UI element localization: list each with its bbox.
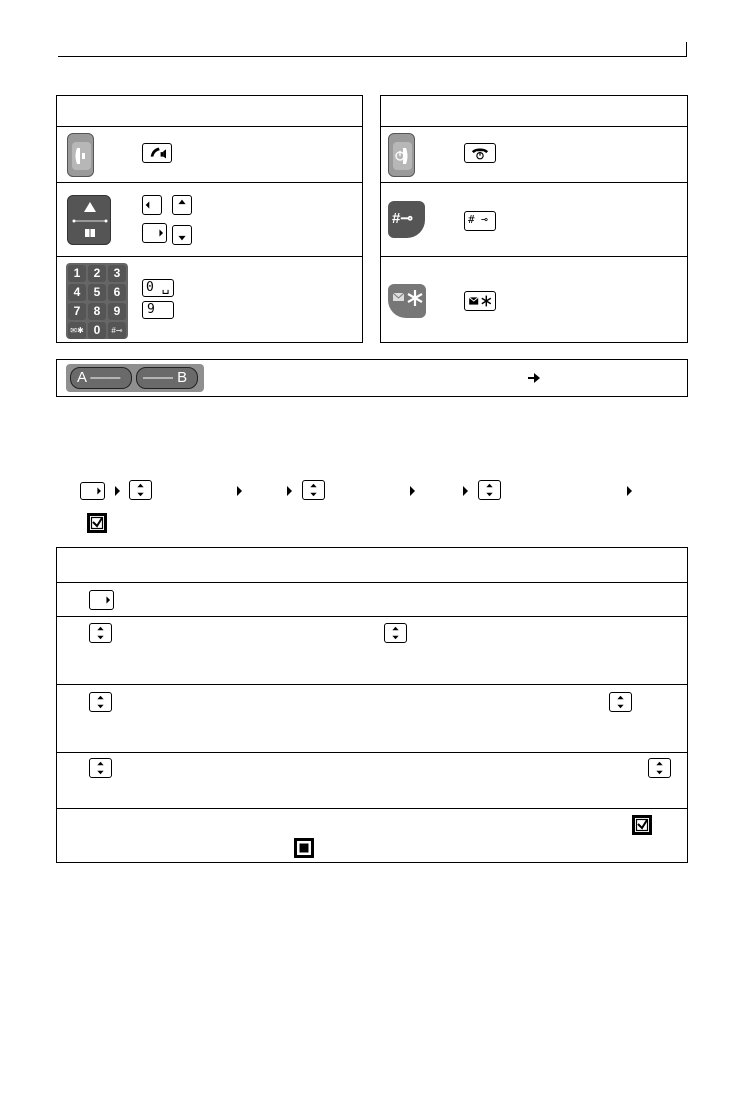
end-key-icon (464, 143, 496, 163)
nav-key-icon-step3b (609, 692, 632, 712)
procedure-table (56, 547, 688, 863)
path-arrow-5 (463, 486, 468, 496)
keypad-6: 6 (108, 284, 126, 301)
control-key-photo (67, 195, 111, 245)
keypad-5: 5 (88, 284, 106, 301)
path-arrow-3 (287, 486, 292, 496)
nine-key-label: 9 (147, 302, 155, 317)
nav-key-icon-step4b (648, 758, 671, 778)
hash-key-photo (388, 201, 425, 238)
keys-table-left (56, 95, 363, 343)
zero-key-label: 0 ␣ (146, 280, 170, 295)
path-arrow-1 (115, 486, 120, 496)
row-message-key (381, 256, 687, 344)
menu-key-icon-step (89, 590, 114, 610)
path-arrow-6 (627, 486, 632, 496)
message-key-icon (464, 291, 496, 311)
header-rule (58, 56, 687, 57)
keypad-1: 1 (68, 265, 86, 282)
keypad-9: 9 (108, 303, 126, 320)
menu-right-key-icon (142, 223, 167, 243)
softkey-table (56, 359, 688, 397)
nav-down-key-icon (172, 225, 192, 245)
keypad-hash: #⊸ (108, 322, 126, 339)
arrow-icon (527, 372, 541, 384)
row-end-key (381, 126, 687, 182)
checkbox-checked-icon-step5 (632, 815, 652, 835)
checkbox-checked-icon (87, 513, 107, 533)
nav-key-icon-step4a (89, 758, 112, 778)
talk-key-photo (67, 133, 94, 177)
softkey-b (136, 367, 198, 389)
nav-key-icon-step2b (384, 623, 407, 643)
path-arrow-4 (410, 486, 415, 496)
checkbox-unchecked-icon (294, 838, 314, 858)
keypad-icon (66, 263, 128, 339)
softkey-bar-icon (66, 364, 204, 392)
procedure-header (57, 548, 687, 582)
row-control-key (57, 182, 362, 256)
nav-key-icon-1 (129, 480, 152, 500)
softkey-b-label: —— B (143, 369, 188, 386)
zero-key-icon (142, 279, 174, 297)
row-keypad (57, 256, 362, 344)
nav-key-icon-3 (478, 480, 501, 500)
keypad-7: 7 (68, 303, 86, 320)
keypad-star: ✉✱ (68, 322, 86, 339)
end-key-photo (388, 133, 415, 177)
procedure-step-2 (57, 616, 687, 684)
nav-key-icon-step3a (89, 692, 112, 712)
procedure-step-3 (57, 684, 687, 752)
keypad-8: 8 (88, 303, 106, 320)
message-key-photo (388, 284, 426, 318)
keys-table-left-header (57, 96, 362, 126)
procedure-step-5 (57, 808, 687, 864)
nav-up-key-icon (172, 195, 192, 215)
keypad-4: 4 (68, 284, 86, 301)
nav-key-icon-2 (302, 480, 325, 500)
keypad-2: 2 (88, 265, 106, 282)
keys-table-right-header (381, 96, 687, 126)
hash-key-label: # ⊸ (468, 213, 488, 226)
hash-key-icon (464, 211, 496, 231)
talk-key-icon (142, 143, 172, 163)
path-arrow-2 (237, 486, 242, 496)
procedure-step-1 (57, 582, 687, 616)
keypad-3: 3 (108, 265, 126, 282)
menu-left-key-icon (142, 195, 162, 215)
procedure-step-4 (57, 752, 687, 808)
menu-key-icon (80, 482, 105, 500)
row-hash-key (381, 182, 687, 256)
softkey-a (70, 367, 132, 389)
keypad-0: 0 (88, 322, 106, 339)
hash-key-photo-label: #⊸ (392, 210, 413, 227)
keys-table-right (380, 95, 688, 343)
row-talk-key (57, 126, 362, 182)
nav-key-icon-step2a (89, 623, 112, 643)
header-rule-tick (686, 42, 687, 57)
nine-key-icon (142, 301, 174, 319)
softkey-a-label: A —— (77, 369, 121, 386)
